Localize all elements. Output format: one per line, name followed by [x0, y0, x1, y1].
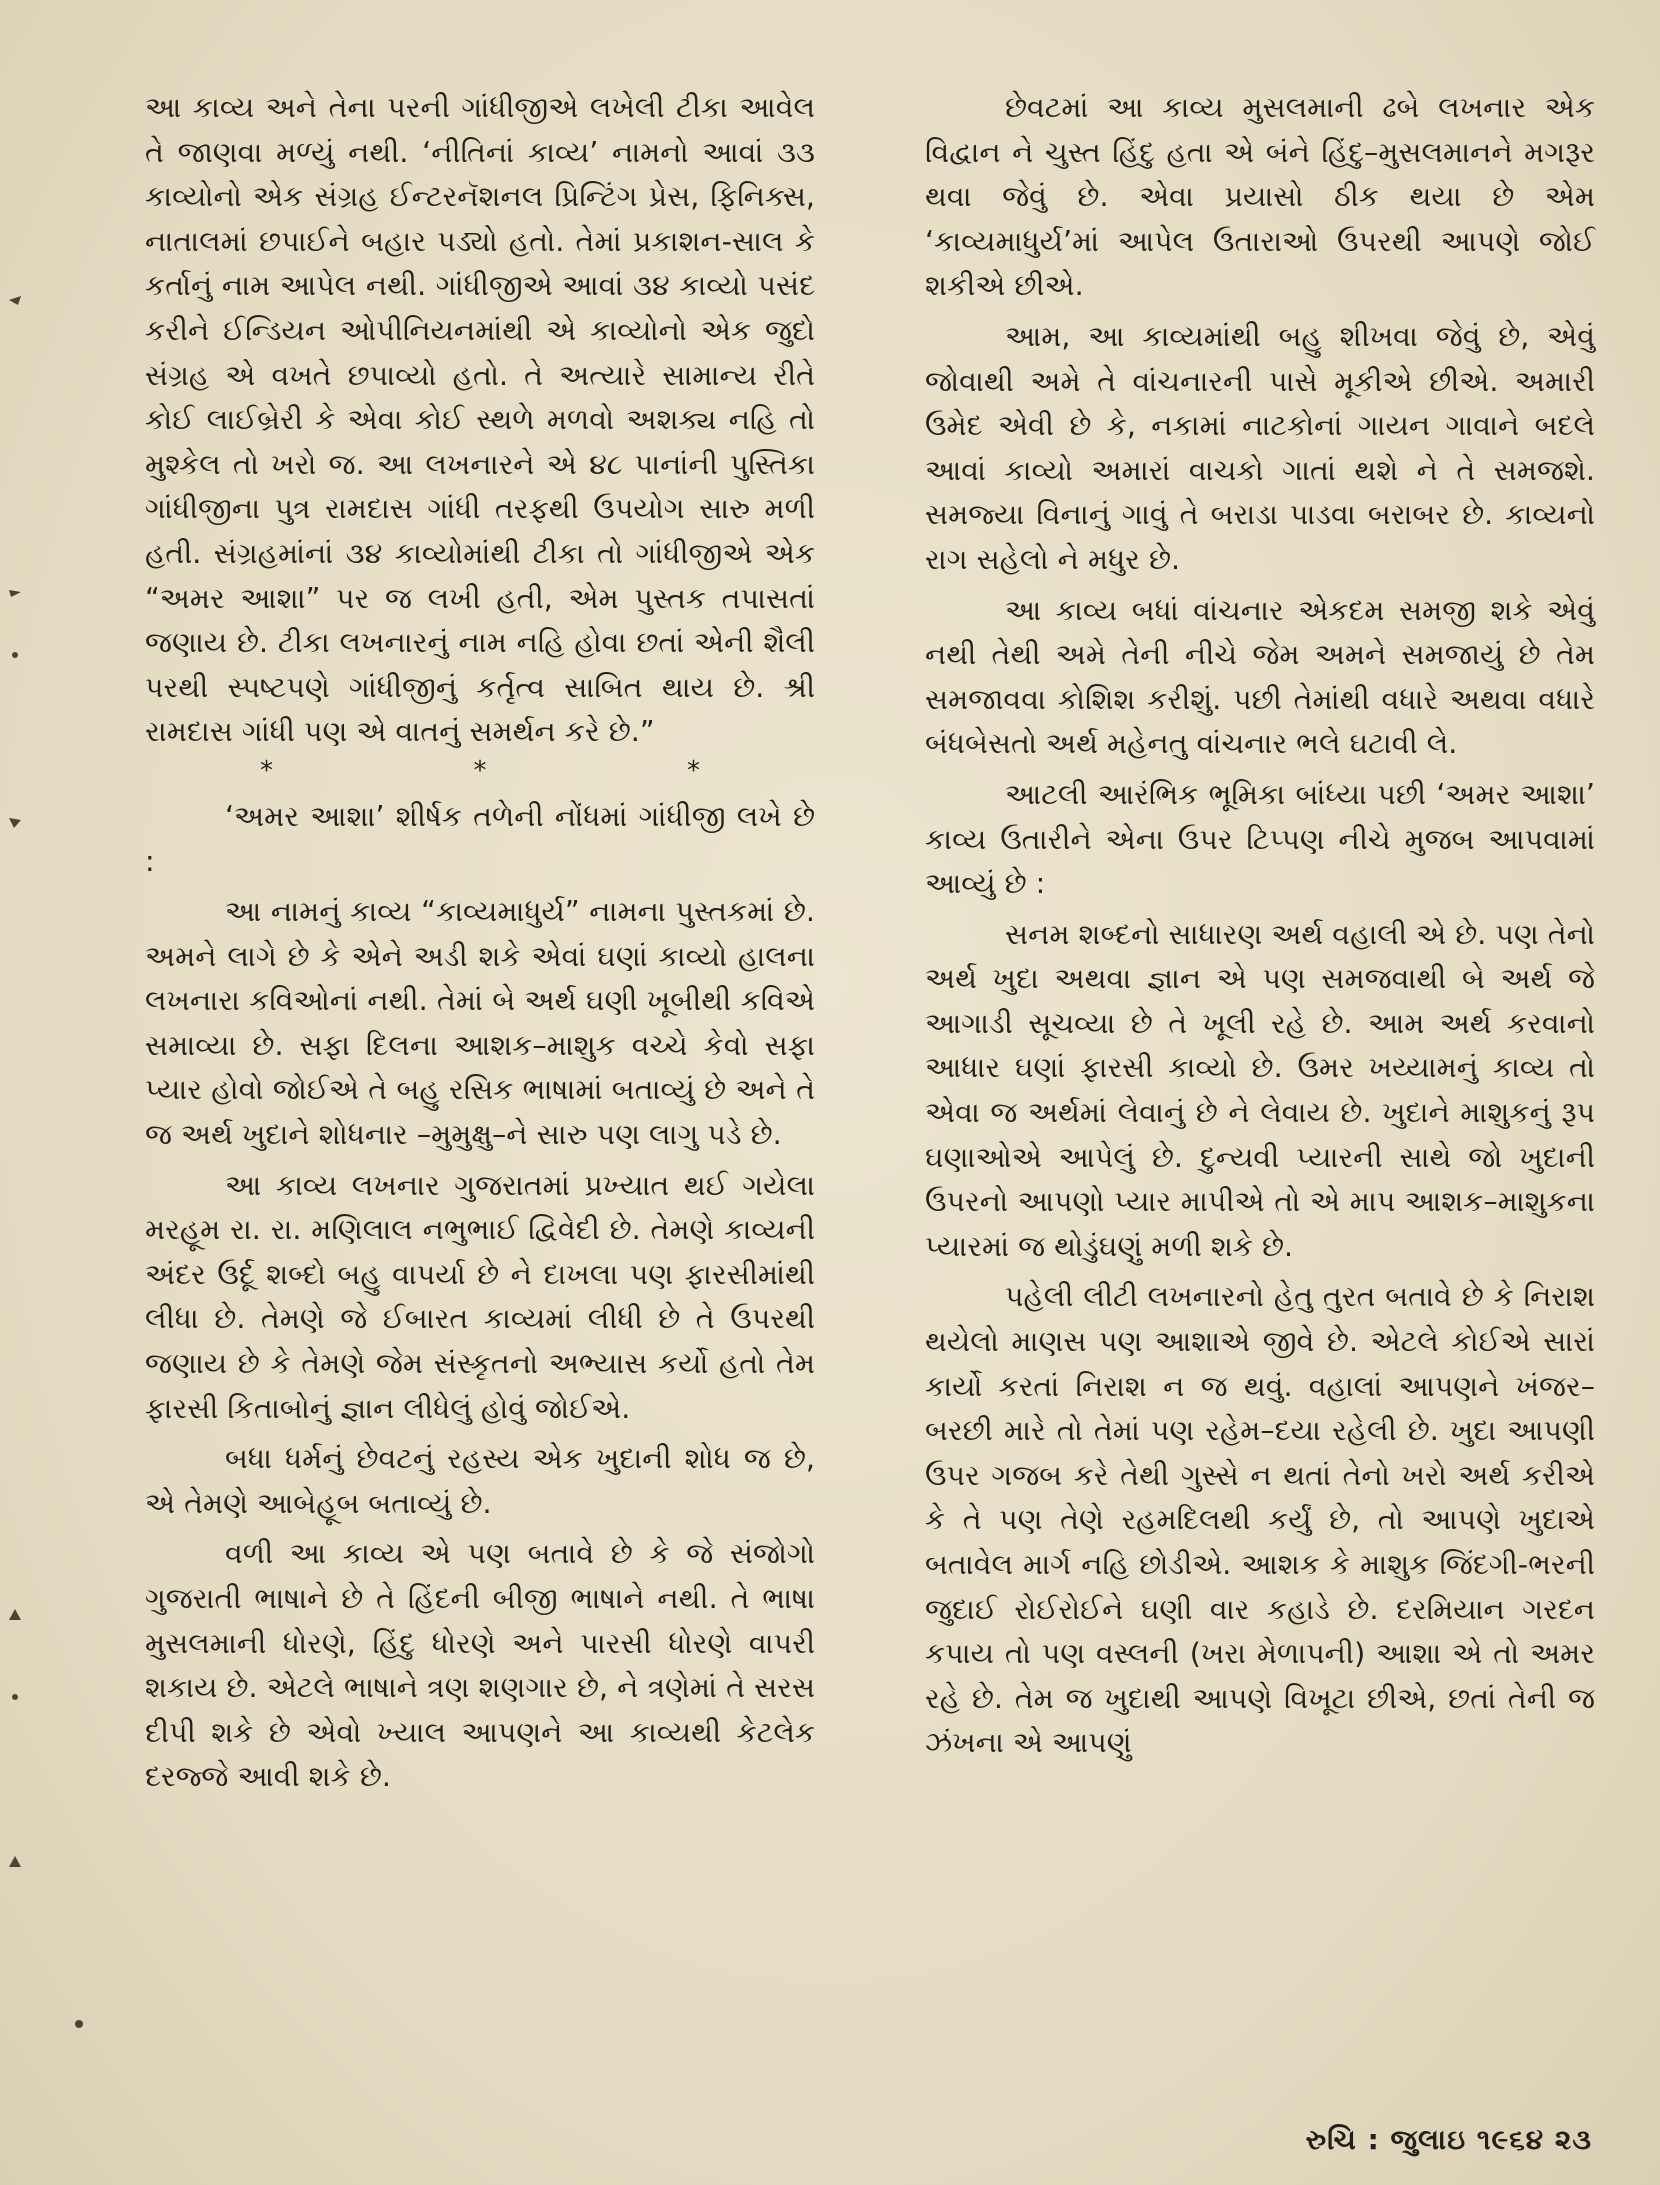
punch-hole-mark [8, 1608, 22, 1622]
section-separator [260, 753, 700, 789]
separator-star: * [473, 755, 487, 786]
paragraph: આ કાવ્ય અને તેના પરની ગાંધીજીએ લખેલી ટીકા આવેલ તે જાણવા મળ્યું નથી. ‘નીતિનાં કાવ્ય’ નામનો આવાં ૩૩ કાવ્યોનો એક સંગ્રહ ઈન્ટરનૅશનલ પ્રિન્ટિંગ પ્રેસ, ફિનિક્સ, નાતાલમાં છપાઈને બહાર પડ્યો હતો. તેમાં પ્રકાશન-સાલ કે કર્તાનું નામ આપેલ નથી. ગાંધીજીએ આવાં ૩૪ કાવ્યો પસંદ કરીને ઈન્ડિયન ઓપીનિયનમાંથી એ કાવ્યોનો એક જુદો સંગ્રહ એ વખતે છપાવ્યો હતો. તે અત્યારે સામાન્ય રીતે કોઈ લાઈબ્રેરી કે એવા કોઈ સ્થળે મળવો અશક્ય નહિ તો મુશ્કેલ તો ખરો જ. આ લખનારને એ ૪૮ પાનાંની પુસ્તિકા ગાંધીજીના પુત્ર રામદાસ ગાંધી તરફથી ઉપયોગ સારુ મળી હતી. સંગ્રહમાંનાં ૩૪ કાવ્યોમાંથી ટીકા તો ગાંધીજીએ એક “અમર આશા” પર જ લખી હતી, એમ પુસ્તક તપાસતાં જણાય છે. ટીકા લખનારનું નામ નહિ હોવા છતાં એની શૈલી પરથી સ્પષ્ટપણે ગાંધીજીનું કર્તૃત્વ સાબિત થાય છે. શ્રી રામદાસ ગાંધી પણ એ વાતનું સમર્થન કરે છે.” [145, 91, 815, 749]
punch-hole-mark [8, 585, 22, 599]
separator-star: * [687, 755, 700, 786]
separator-star: * [260, 755, 273, 786]
paragraph: બધા ધર્મનું છેવટનું રહસ્ય એક ખુદાની શોધ જ છે, એ તેમણે આબેહૂબ બતાવ્યું છે. [145, 1442, 815, 1520]
left-column [145, 86, 815, 1806]
paragraph: આ કાવ્ય બધાં વાંચનાર એકદમ સમજી શકે એવું નથી તેથી અમે તેની નીચે જેમ અમને સમજાયું છે તેમ સમજાવવા કોશિશ કરીશું. પછી તેમાંથી વધારે અથવા વધારે બંધબેસતો અર્થ મહેનતુ વાંચનાર ભલે ઘટાવી લે. [925, 593, 1595, 761]
paragraph: છેવટમાં આ કાવ્ય મુસલમાની ઢબે લખનાર એક વિદ્વાન ને ચુસ્ત હિંદુ હતા એ બંને હિંદુ–મુસલમાનને મગરૂર થવા જેવું છે. એવા પ્રયાસો ઠીક થયા છે એમ ‘કાવ્યમાધુર્ય’માં આપેલ ઉતારાઓ ઉપરથી આપણે જોઈ શકીએ છીએ. [925, 91, 1595, 303]
paragraph: આ કાવ્ય લખનાર ગુજરાતમાં પ્રખ્યાત થઈ ગયેલા મરહૂમ રા. રા. મણિલાલ નભુભાઈ દ્વિવેદી છે. તેમણે કાવ્યની અંદર ઉર્દૂ શબ્દો બહુ વાપર્યા છે ને દાખલા પણ ફારસીમાંથી લીધા છે. તેમણે જે ઈબારત કાવ્યમાં લીધી છે તે ઉપરથી જણાય છે કે તેમણે જેમ સંસ્કૃતનો અભ્યાસ કર્યો હતો તેમ ફારસી કિતાબોનું જ્ઞાન લીધેલું હોવું જોઈએ. [145, 1168, 815, 1425]
paragraph: વળી આ કાવ્ય એ પણ બતાવે છે કે જે સંજોગો ગુજરાતી ભાષાને છે તે હિંદની બીજી ભાષાને નથી. તે ભાષા મુસલમાની ધોરણે, હિંદુ ધોરણે અને પારસી ધોરણે વાપરી શકાય છે. એટલે ભાષાને ત્રણ શણગાર છે, ને ત્રણેમાં તે સરસ દીપી શકે છે એવો ખ્યાલ આપણને આ કાવ્યથી કેટલેક દરજ્જે આવી શકે છે. [145, 1537, 815, 1794]
punch-hole-mark [8, 1855, 22, 1869]
paragraph: આમ, આ કાવ્યમાંથી બહુ શીખવા જેવું છે, એવું જોવાથી અમે તે વાંચનારની પાસે મૂકીએ છીએ. અમારી ઉમેદ એવી છે કે, નકામાં નાટકોનાં ગાયન ગાવાને બદલે આવાં કાવ્યો અમારાં વાચકો ગાતાં થશે ને તે સમજશે. સમજ્યા વિનાનું ગાવું તે બરાડા પાડવા બરાબર છે. કાવ્યનો રાગ સહેલો ને મધુર છે. [925, 319, 1595, 576]
page-footer: રુચિ : જુલાઇ ૧૯૬૪ ૨૩ [1305, 2123, 1592, 2156]
paragraph: સનમ શબ્દનો સાધારણ અર્થ વહાલી એ છે. પણ તેનો અર્થ ખુદા અથવા જ્ઞાન એ પણ સમજવાથી બે અર્થ જે આગાડી સૂચવ્યા છે તે ખૂલી રહે છે. આમ અર્થ કરવાનો આધાર ઘણાં ફારસી કાવ્યો છે. ઉમર ખય્યામનું કાવ્ય તો એવા જ અર્થમાં લેવાનું છે ને લેવાય છે. ખુદાને માશુકનું રૂપ ઘણાઓએ આપેલું છે. દુન્યવી પ્યારની સાથે જો ખુદાની ઉપરનો આપણો પ્યાર માપીએ તો એ માપ આશક–માશુકના પ્યારમાં જ થોડુંઘણું મળી શકે છે. [925, 917, 1596, 1263]
paragraph: આ નામનું કાવ્ય “કાવ્યમાધુર્ય” નામના પુસ્તકમાં છે. અમને લાગે છે કે એને અડી શકે એવાં ઘણાં કાવ્યો હાલના લખનારા કવિઓનાં નથી. તેમાં બે અર્થ ઘણી ખૂબીથી કવિએ સમાવ્યા છે. સફા દિલના આશક–માશુક વચ્ચે કેવો સફા પ્યાર હોવો જોઈએ તે બહુ રસિક ભાષામાં બતાવ્યું છે અને તે જ અર્થ ખુદાને શોધનાર –મુમુક્ષુ–ને સારુ પણ લાગુ પડે છે. [145, 895, 815, 1152]
punch-hole-mark [8, 1690, 22, 1704]
paragraph: આટલી આરંભિક ભૂમિકા બાંધ્યા પછી ‘અમર આશા’ કાવ્ય ઉતારીને એના ઉપર ટિપ્પણ નીચે મુજબ આપવામાં આવ્યું છે : [925, 777, 1595, 901]
punch-hole-mark [8, 815, 22, 829]
paragraph: ‘અમર આશા’ શીર્ષક તળેની નોંધમાં ગાંધીજી લખે છે : [145, 799, 815, 878]
right-column [925, 86, 1595, 1772]
punch-hole-mark [72, 2017, 86, 2031]
punch-hole-mark [8, 293, 22, 307]
punch-hole-mark [8, 648, 22, 662]
paragraph: પહેલી લીટી લખનારનો હેતુ તુરત બતાવે છે કે નિરાશ થયેલો માણસ પણ આશાએ જીવે છે. એટલે કોઈએ સારાં કાર્યો કરતાં નિરાશ ન જ થવું. વહાલાં આપણને ખંજર–બરછી મારે તો તેમાં પણ રહેમ–દયા રહેલી છે. ખુદા આપણી ઉપર ગજબ કરે તેથી ગુસ્સે ન થતાં તેનો ખરો અર્થ કરીએ કે તે પણ તેણે રહમદિલથી કર્યું છે, તો આપણે ખુદાએ બતાવેલ માર્ગ નહિ છોડીએ. આશક કે માશુક જિંદગી-ભરની જુદાઈ રોઈરોઈને ઘણી વાર કહાડે છે. દરમિયાન ગરદન કપાય તો પણ વસ્લની (ખરા મેળાપની) આશા એ તો અમર રહે છે. તેમ જ ખુદાથી આપણે વિખૂટા છીએ, છતાં તેની જ ઝંખના એ આપણું [925, 1280, 1595, 1760]
